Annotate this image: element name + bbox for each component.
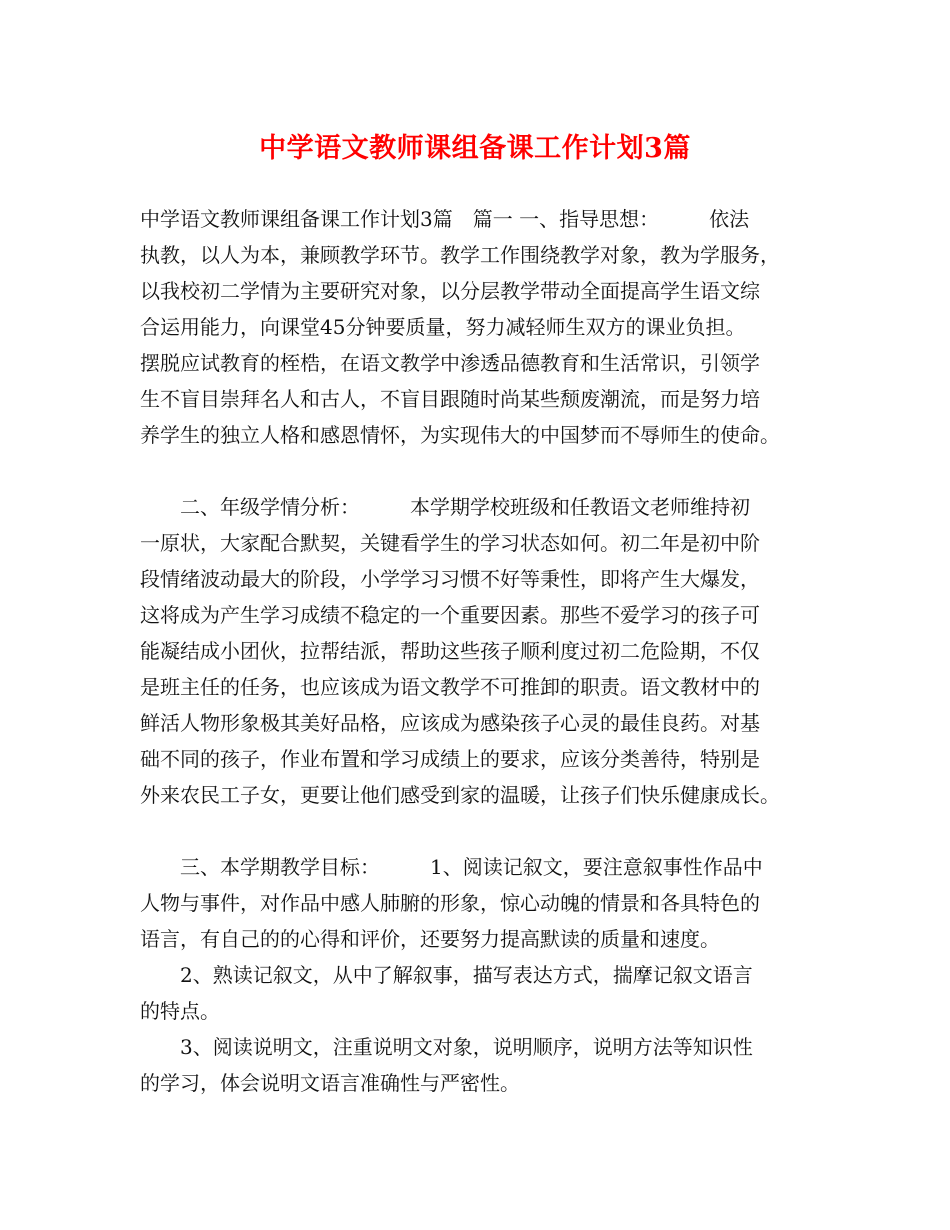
paragraph-3-line-3: 语言，有自己的的心得和评价，还要努力提高默读的质量和速度。	[140, 927, 720, 951]
paragraph-1-line-6: 生不盲目崇拜名人和古人，不盲目跟随时尚某些颓废潮流，而是努力培	[140, 387, 760, 411]
paragraph-5-line-1: 3、阅读说明文，注重说明文对象，说明顺序，说明方法等知识性	[140, 1035, 753, 1059]
paragraph-1-line-7: 养学生的独立人格和感恩情怀，为实现伟大的中国梦而不辱师生的使命。	[140, 423, 780, 447]
paragraph-4-line-2: 的特点。	[140, 999, 220, 1023]
paragraph-2-line-3: 段情绪波动最大的阶段，小学学习习惯不好等秉性，即将产生大爆发，	[140, 567, 760, 591]
paragraph-1-line-5: 摆脱应试教育的桎梏，在语文教学中渗透品德教育和生活常识，引领学	[140, 351, 760, 375]
paragraph-2-line-4: 这将成为产生学习成绩不稳定的一个重要因素。那些不爱学习的孩子可	[140, 603, 760, 627]
paragraph-1-line-4: 合运用能力，向课堂45分钟要质量，努力减轻师生双方的课业负担。	[140, 315, 746, 339]
paragraph-2-line-8: 础不同的孩子，作业布置和学习成绩上的要求，应该分类善待，特别是	[140, 747, 760, 771]
paragraph-4-line-1: 2、熟读记叙文，从中了解叙事，描写表达方式，揣摩记叙文语言	[140, 963, 753, 987]
paragraph-2-line-2: 一原状，大家配合默契，关键看学生的学习状态如何。初二年是初中阶	[140, 531, 760, 555]
paragraph-1-line-2: 执教，以人为本，兼顾教学环节。教学工作围绕教学对象，教为学服务，	[140, 243, 780, 267]
paragraph-5-line-2: 的学习，体会说明文语言准确性与严密性。	[140, 1071, 520, 1095]
paragraph-1-line-1: 中学语文教师课组备课工作计划3篇 篇一 一、指导思想： 依法	[140, 207, 750, 231]
paragraph-3-line-2: 人物与事件，对作品中感人肺腑的形象，惊心动魄的情景和各具特色的	[140, 891, 760, 915]
paragraph-3-line-1: 三、本学期教学目标： 1、阅读记叙文，要注意叙事性作品中	[140, 855, 763, 879]
paragraph-2-line-7: 鲜活人物形象极其美好品格，应该成为感染孩子心灵的最佳良药。对基	[140, 711, 760, 735]
paragraph-1-line-3: 以我校初二学情为主要研究对象，以分层教学带动全面提高学生语文综	[140, 279, 760, 303]
paragraph-2-line-6: 是班主任的任务，也应该成为语文教学不可推卸的职责。语文教材中的	[140, 675, 760, 699]
paragraph-2-line-9: 外来农民工子女，更要让他们感受到家的温暖，让孩子们快乐健康成长。	[140, 783, 780, 807]
paragraph-2-line-5: 能凝结成小团伙，拉帮结派，帮助这些孩子顺利度过初二危险期，不仅	[140, 639, 760, 663]
document-title: 中学语文教师课组备课工作计划3篇	[259, 133, 691, 164]
paragraph-2-line-1: 二、年级学情分析： 本学期学校班级和任教语文老师维持初	[140, 495, 750, 519]
